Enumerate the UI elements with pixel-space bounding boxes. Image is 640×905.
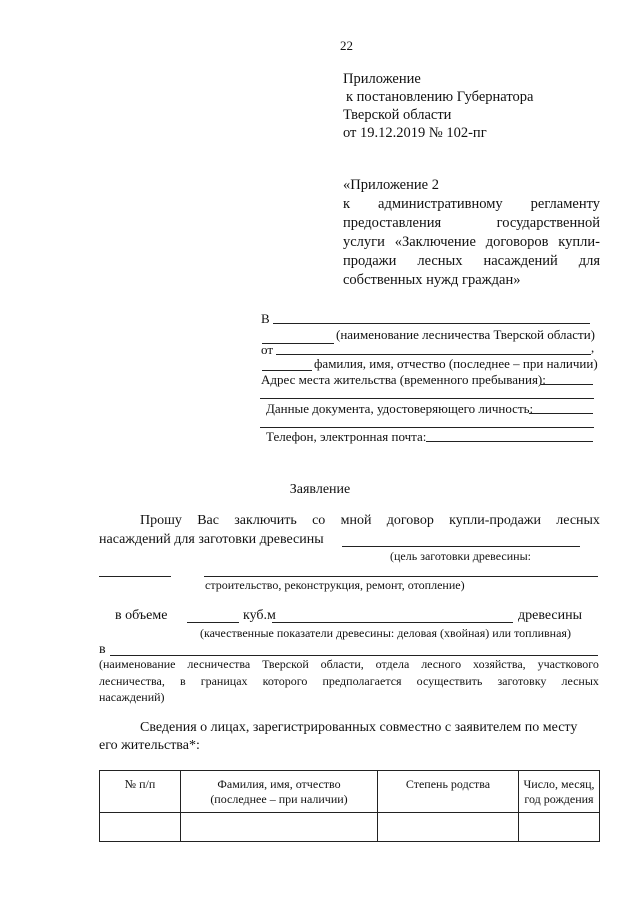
header-cell-relation bbox=[378, 771, 519, 813]
appendix-line: Приложение bbox=[343, 71, 421, 87]
registered-line-1: Сведения о лицах, зарегистрированных совместно с заявителем по месту bbox=[140, 720, 578, 735]
document-title: Заявление bbox=[289, 482, 351, 497]
word: участкового bbox=[537, 657, 599, 671]
purpose-field-2a[interactable] bbox=[99, 576, 171, 577]
appendix-line: к постановлению Губернатора bbox=[346, 89, 534, 105]
word: области, bbox=[320, 657, 364, 671]
volume-unit: куб.м bbox=[243, 608, 276, 623]
volume-field[interactable] bbox=[187, 622, 239, 623]
header-cell-number bbox=[100, 771, 181, 813]
word: к bbox=[343, 196, 351, 212]
word: осуществить bbox=[416, 674, 483, 688]
from-hint: фамилия, имя, отчество (последнее – при наличии) bbox=[314, 356, 598, 371]
word: продажи bbox=[343, 253, 397, 269]
word: Вас bbox=[197, 513, 219, 528]
purpose-hint-2: строительство, реконструкция, ремонт, отопление) bbox=[205, 578, 465, 592]
table-cell[interactable] bbox=[378, 813, 519, 842]
word: границах bbox=[200, 674, 248, 688]
from-comma: , bbox=[591, 340, 595, 355]
header-text: Число, месяц, bbox=[523, 777, 595, 791]
word: регламенту bbox=[530, 196, 600, 212]
purpose-hint: (цель заготовки древесины: bbox=[390, 549, 531, 563]
from-field-start[interactable] bbox=[262, 370, 312, 371]
word: хозяйства, bbox=[473, 657, 526, 671]
word: государственной bbox=[496, 215, 600, 231]
location-hint-3: насаждений) bbox=[99, 690, 165, 704]
document-field[interactable] bbox=[529, 413, 593, 414]
address-label: Адрес места жительства (временного пребывания): bbox=[261, 372, 546, 387]
word: мной bbox=[340, 513, 372, 528]
word: (наименование bbox=[99, 657, 176, 671]
word: в bbox=[179, 674, 186, 688]
word: Прошу bbox=[140, 513, 182, 528]
word: заключить bbox=[234, 513, 297, 528]
to-field[interactable] bbox=[273, 323, 590, 324]
page-number: 22 bbox=[340, 38, 353, 53]
word: договор bbox=[386, 513, 434, 528]
appendix-line: Тверской области bbox=[343, 107, 452, 123]
header-cell-name bbox=[181, 771, 378, 813]
to-prefix: В bbox=[261, 311, 270, 326]
document-label: Данные документа, удостоверяющего личность: bbox=[266, 401, 534, 416]
quality-field[interactable] bbox=[272, 622, 513, 623]
header-cell-birthdate bbox=[519, 771, 600, 813]
appendix2-header bbox=[343, 176, 600, 290]
appendix-header bbox=[343, 70, 533, 142]
appendix2-line: «Приложение 2 bbox=[343, 177, 439, 193]
word: предполагается bbox=[322, 674, 402, 688]
header-text: № п/п bbox=[124, 777, 156, 791]
word: для bbox=[578, 253, 600, 269]
word: лесных bbox=[561, 674, 599, 688]
word: лесничества, bbox=[99, 674, 165, 688]
location-field[interactable] bbox=[110, 655, 598, 656]
volume-prefix: в объеме bbox=[115, 608, 168, 623]
word: административному bbox=[378, 196, 503, 212]
word: которого bbox=[262, 674, 308, 688]
word: отдела bbox=[375, 657, 410, 671]
address-field-2[interactable] bbox=[260, 398, 594, 399]
location-hint-1 bbox=[99, 657, 599, 672]
word: лесных bbox=[417, 253, 463, 269]
address-field[interactable] bbox=[541, 384, 593, 385]
volume-suffix: древесины bbox=[518, 608, 583, 623]
word: лесных bbox=[556, 513, 600, 528]
phone-label: Телефон, электронная почта: bbox=[266, 429, 427, 444]
quality-hint: (качественные показатели древесины: деловая (хвойная) или топливная) bbox=[200, 626, 571, 640]
word: лесного bbox=[421, 657, 462, 671]
word: лесничества bbox=[187, 657, 251, 671]
table-cell[interactable] bbox=[100, 813, 181, 842]
word: услуги bbox=[343, 234, 385, 250]
document-field-2[interactable] bbox=[260, 427, 594, 428]
appendix2-line bbox=[343, 252, 600, 271]
appendix2-line: собственных нужд граждан» bbox=[343, 272, 521, 288]
purpose-field-2b[interactable] bbox=[204, 576, 598, 577]
word: «Заключение bbox=[394, 234, 476, 250]
appendix2-line bbox=[343, 195, 600, 214]
from-field[interactable] bbox=[276, 354, 591, 355]
from-prefix: от bbox=[261, 342, 274, 357]
word: Тверской bbox=[262, 657, 309, 671]
header-text: год рождения bbox=[524, 792, 594, 806]
request-line-1 bbox=[140, 513, 600, 529]
word: заготовку bbox=[497, 674, 547, 688]
header-text: Фамилия, имя, отчество bbox=[217, 777, 341, 791]
word: купли-продажи bbox=[449, 513, 541, 528]
appendix2-line bbox=[343, 214, 600, 233]
appendix2-line bbox=[343, 233, 600, 252]
word: насаждений bbox=[483, 253, 558, 269]
to-hint: (наименование лесничества Тверской области) bbox=[336, 327, 596, 342]
location-prefix: в bbox=[99, 642, 106, 657]
phone-field[interactable] bbox=[426, 441, 593, 442]
location-hint-2 bbox=[99, 674, 599, 689]
request-line-2: насаждений для заготовки древесины bbox=[99, 532, 324, 547]
table-row bbox=[100, 813, 600, 842]
word: купли- bbox=[558, 234, 600, 250]
word: со bbox=[312, 513, 326, 528]
word: договоров bbox=[485, 234, 549, 250]
table-cell[interactable] bbox=[181, 813, 378, 842]
table-header-row bbox=[100, 771, 600, 813]
members-table bbox=[99, 770, 600, 842]
header-text: Степень родства bbox=[405, 777, 491, 791]
header-text: (последнее – при наличии) bbox=[210, 792, 348, 806]
appendix-line: от 19.12.2019 № 102-пг bbox=[343, 125, 487, 141]
purpose-field[interactable] bbox=[342, 546, 580, 547]
table-cell[interactable] bbox=[519, 813, 600, 842]
registered-line-2: его жительства*: bbox=[99, 738, 200, 753]
word: предоставления bbox=[343, 215, 442, 231]
